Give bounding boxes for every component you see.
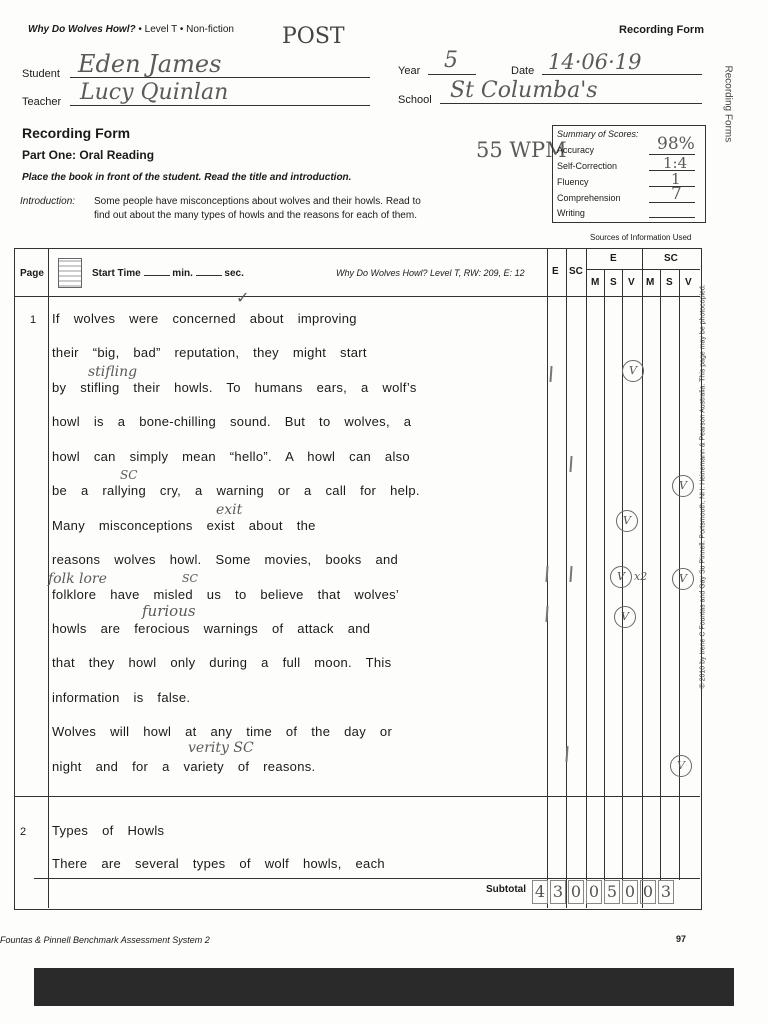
msv-header-line	[586, 269, 700, 270]
sec-text: sec.	[224, 268, 244, 279]
summary-fluency-label: Fluency	[557, 177, 589, 187]
book-level: Level T	[144, 24, 178, 35]
col-s2: S	[666, 277, 673, 288]
summary-line-3	[649, 185, 695, 187]
side-recording-forms: Recording Forms	[722, 65, 734, 143]
date-value: 14·06·19	[548, 50, 642, 74]
col-sc-header: SC	[569, 266, 583, 277]
student-value: Eden James	[78, 50, 222, 78]
annotation-sc-2: SC	[182, 572, 198, 585]
annotation-exit: exit	[216, 502, 243, 518]
col-m2: M	[646, 277, 655, 288]
book-header: Why Do Wolves Howl? • Level T • Non-fiction	[28, 24, 234, 35]
school-label: School	[398, 94, 432, 106]
summary-sc-label: Self-Correction	[557, 161, 618, 171]
text-line-7: Many misconceptions exist about the	[52, 518, 316, 533]
subtotal-s2: 0	[640, 880, 656, 904]
check-mark-concerned: ✓	[236, 288, 250, 307]
text-line-8: reasons wolves howl. Some movies, books and	[52, 552, 399, 567]
footer-page-number: 97	[676, 934, 687, 944]
text-line-13: Wolves will howl at any time of the day or	[52, 724, 393, 739]
footer-left: Fountas & Pinnell Benchmark Assessment System 2	[0, 935, 210, 945]
summary-fluency-value: 1	[671, 170, 681, 188]
school-value: St Columba's	[450, 78, 598, 103]
summary-accuracy-label: Accuracy	[557, 145, 595, 155]
text-line-6: be a rallying cry, a warning or a call for help.	[52, 483, 420, 498]
min-text: min.	[172, 268, 193, 279]
circled-v-5: V	[672, 568, 694, 590]
year-label: Year	[398, 65, 421, 77]
text-line-1: If wolves were concerned about improving	[52, 311, 357, 326]
text-line-12: information is false.	[52, 690, 191, 705]
date-label: Date	[511, 65, 535, 77]
summary-comprehension-label: Comprehension	[557, 193, 621, 203]
annotation-furious: furious	[142, 602, 196, 620]
side-copyright: © 2010 by Irene C Fountas and Gay Su Pinnell. Portsmouth, NH: Heinemann & Pearson Australia. This page may be photocopied.	[699, 284, 707, 689]
text-line-p2-1: Types of Howls	[52, 823, 165, 838]
page-number-2: 2	[20, 826, 27, 838]
book-title: Why Do Wolves Howl?	[28, 24, 136, 35]
subtotal-sc: 3	[550, 880, 566, 904]
col-v1: V	[628, 277, 635, 288]
summary-line-2	[649, 169, 695, 171]
page-divider-line	[14, 796, 700, 797]
text-line-4: howl is a bone-chilling sound. But to wolves, a	[52, 414, 412, 429]
summary-writing-label: Writing	[557, 208, 585, 218]
s2-col-line	[660, 270, 661, 880]
group-sc-header: SC	[664, 253, 678, 264]
text-line-5: howl can simply mean “hello”. A howl can also	[52, 449, 410, 464]
group-e-header: E	[610, 253, 617, 264]
student-label: Student	[22, 68, 60, 80]
intro-label: Introduction:	[20, 196, 76, 207]
text-line-3: by stifling their howls. To humans ears, a wolf’s	[52, 380, 417, 395]
summary-line-1	[649, 153, 695, 155]
subtotal-v2: 3	[658, 880, 674, 904]
text-line-11: that they howl only during a full moon. This	[52, 655, 392, 670]
circled-v-6: V	[614, 606, 636, 628]
circled-v-7: V	[670, 755, 692, 777]
annotation-x2: x2	[634, 570, 648, 583]
year-line	[428, 73, 476, 75]
summary-line-4	[649, 201, 695, 203]
col-m1: M	[591, 277, 600, 288]
text-line-14: night and for a variety of reasons.	[52, 759, 316, 774]
annotation-folklore: folk lore	[48, 571, 107, 587]
circled-v-2: V	[672, 475, 694, 497]
m1-col-line	[586, 248, 587, 908]
col-s1: S	[610, 277, 617, 288]
wpm-value: 55 WPM	[476, 138, 567, 162]
text-line-p2-2: There are several types of wolf howls, each	[52, 856, 385, 871]
text-line-10: howls are ferocious warnings of attack and	[52, 621, 371, 636]
start-time-label	[92, 268, 244, 279]
page-number-1: 1	[30, 314, 37, 326]
intro-text-1: Some people have misconceptions about wolves and their howls. Read to	[94, 196, 421, 207]
section-instruction: Place the book in front of the student. Read the title and introduction.	[22, 172, 352, 183]
teacher-value: Lucy Quinlan	[80, 80, 229, 105]
section-title: Recording Form	[22, 125, 131, 141]
subtotal-m1: 0	[568, 880, 584, 904]
teacher-label: Teacher	[22, 96, 62, 108]
sc-col-line	[566, 248, 567, 908]
sources-label: Sources of Information Used	[590, 233, 692, 242]
summary-comprehension-value: 7	[671, 184, 682, 204]
summary-title: Summary of Scores:	[557, 129, 639, 139]
s1-col-line	[604, 270, 605, 880]
col-e-header: E	[552, 266, 559, 277]
section-part: Part One: Oral Reading	[22, 148, 155, 162]
book-reference: Why Do Wolves Howl? Level T, RW: 209, E: 12	[336, 268, 525, 278]
summary-sc-value: 1:4	[663, 154, 688, 172]
book-genre: Non-fiction	[186, 24, 234, 35]
circled-v-3: V	[616, 510, 638, 532]
year-value: 5	[444, 48, 458, 73]
summary-line-5	[649, 216, 695, 218]
subtotal-e: 4	[532, 880, 548, 904]
recording-form-label: Recording Form	[619, 24, 704, 36]
annotation-stifling: stifling	[88, 364, 138, 380]
subtotal-top-line	[34, 878, 700, 879]
subtotal-v1: 5	[604, 880, 620, 904]
page-header: Page	[20, 268, 44, 279]
circled-v-4: V	[610, 566, 632, 588]
subtotal-label: Subtotal	[486, 884, 526, 895]
start-time-text: Start Time	[92, 268, 141, 279]
summary-accuracy-value: 98%	[657, 134, 695, 154]
annotation-sc-1: SC	[120, 468, 138, 482]
circled-v-1: V	[622, 360, 644, 382]
text-line-2: their “big, bad” reputation, they might start	[52, 345, 367, 360]
timer-icon	[58, 258, 82, 288]
intro-text-2: find out about the many types of howls and the reasons for each of them.	[94, 210, 417, 221]
col-v2: V	[685, 277, 692, 288]
summary-box	[552, 125, 706, 223]
header-bottom-line	[14, 296, 700, 297]
subtotal-m2: 0	[622, 880, 638, 904]
annotation-verity: verity SC	[188, 740, 254, 756]
handwritten-post: POST	[282, 24, 345, 49]
scan-bottom-bar	[34, 968, 734, 1006]
subtotal-s1: 0	[586, 880, 602, 904]
text-line-9: folklore have misled us to believe that wolves’	[52, 587, 400, 602]
